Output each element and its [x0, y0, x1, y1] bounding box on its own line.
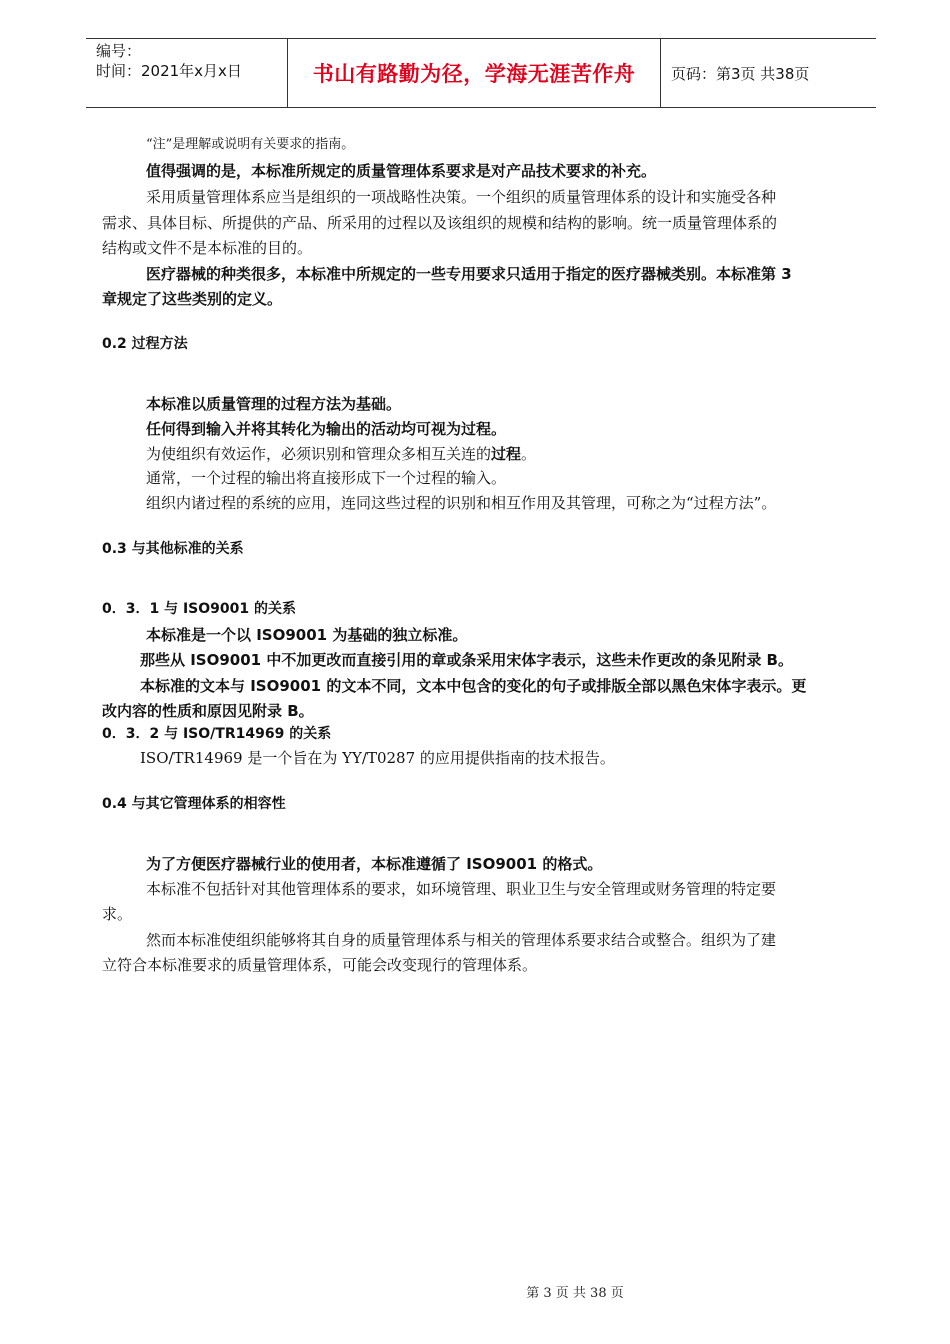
text-run: 为使组织有效运作，必须识别和管理众多相互关连的: [146, 445, 492, 463]
section-heading: 0.4 与其它管理体系的相容性: [102, 796, 286, 812]
paragraph-line: 本标准不包括针对其他管理体系的要求，如环境管理、职业卫生与安全管理或财务管理的特定要: [146, 880, 777, 898]
subsection-heading: 0．3．2 与 ISO/TR14969 的关系: [102, 726, 332, 742]
paragraph-line: 任何得到输入并将其转化为输出的活动均可视为过程。: [146, 420, 507, 438]
paragraph-line: ISO/TR14969 是一个旨在为 YY/T0287 的应用提供指南的技术报告。: [140, 749, 615, 767]
text-run: 。: [521, 445, 537, 463]
paragraph-line: 本标准的文本与 ISO9001 的文本不同，文本中包含的变化的句子或排版全部以黑色宋体字表示。更: [140, 677, 807, 695]
paragraph-line: 采用质量管理体系应当是组织的一项战略性决策。一个组织的质量管理体系的设计和实施受各种: [146, 188, 777, 206]
paragraph-line: 需求、具体目标、所提供的产品、所采用的过程以及该组织的规模和结构的影响。统一质量管理体系的: [102, 214, 778, 232]
paragraph-line: 那些从 ISO9001 中不加更改而直接引用的章或条采用宋体字表示，这些未作更改的条见附录 B。: [140, 651, 793, 669]
paragraph-line: 章规定了这些类别的定义。: [102, 290, 283, 308]
paragraph-line: 通常，一个过程的输出将直接形成下一个过程的输入。: [146, 469, 507, 487]
bold-term: 过程: [491, 445, 522, 463]
paragraph-line: 本标准是一个以 ISO9001 为基础的独立标准。: [146, 626, 468, 644]
paragraph-line: 然而本标准使组织能够将其自身的质量管理体系与相关的管理体系要求结合或整合。组织为了建: [146, 931, 777, 949]
page-footer: [0, 1282, 950, 1301]
subsection-heading: 0．3．1 与 ISO9001 的关系: [102, 601, 297, 617]
paragraph-line: 结构或文件不是本标准的目的。: [102, 239, 313, 257]
paragraph-line: 为了方便医疗器械行业的使用者，本标准遵循了 ISO9001 的格式。: [146, 855, 603, 873]
paragraph-line: 组织内诸过程的系统的应用，连同这些过程的识别和相互作用及其管理，可称之为“过程方法”。: [146, 494, 777, 512]
paragraph-line: 求。: [102, 905, 133, 923]
section-heading: 0.3 与其他标准的关系: [102, 541, 244, 557]
number-label: 编号：: [96, 42, 142, 60]
page-code: 页码：第3页 共38页: [671, 64, 810, 83]
section-heading: 0.2 过程方法: [102, 336, 188, 352]
paragraph-line: 医疗器械的种类很多，本标准中所规定的一些专用要求只适用于指定的医疗器械类别。本标准第 3: [146, 265, 792, 283]
paragraph-line: 值得强调的是，本标准所规定的质量管理体系要求是对产品技术要求的补充。: [146, 162, 657, 180]
paragraph-line: 改内容的性质和原因见附录 B。: [102, 702, 314, 720]
time-label: 时间：2021年x月x日: [96, 62, 242, 80]
motto-text: 书山有路勤为径，学海无涯苦作舟: [312, 62, 636, 86]
paragraph-line: 立符合本标准要求的质量管理体系，可能会改变现行的管理体系。: [102, 956, 538, 974]
paragraph-line: [146, 443, 536, 465]
document-body: [102, 0, 862, 1000]
paragraph-line: 本标准以质量管理的过程方法为基础。: [146, 395, 402, 413]
note-line: “注”是理解或说明有关要求的指南。: [146, 137, 355, 152]
footer-page-number: 第 3 页 共 38 页: [526, 1286, 624, 1301]
